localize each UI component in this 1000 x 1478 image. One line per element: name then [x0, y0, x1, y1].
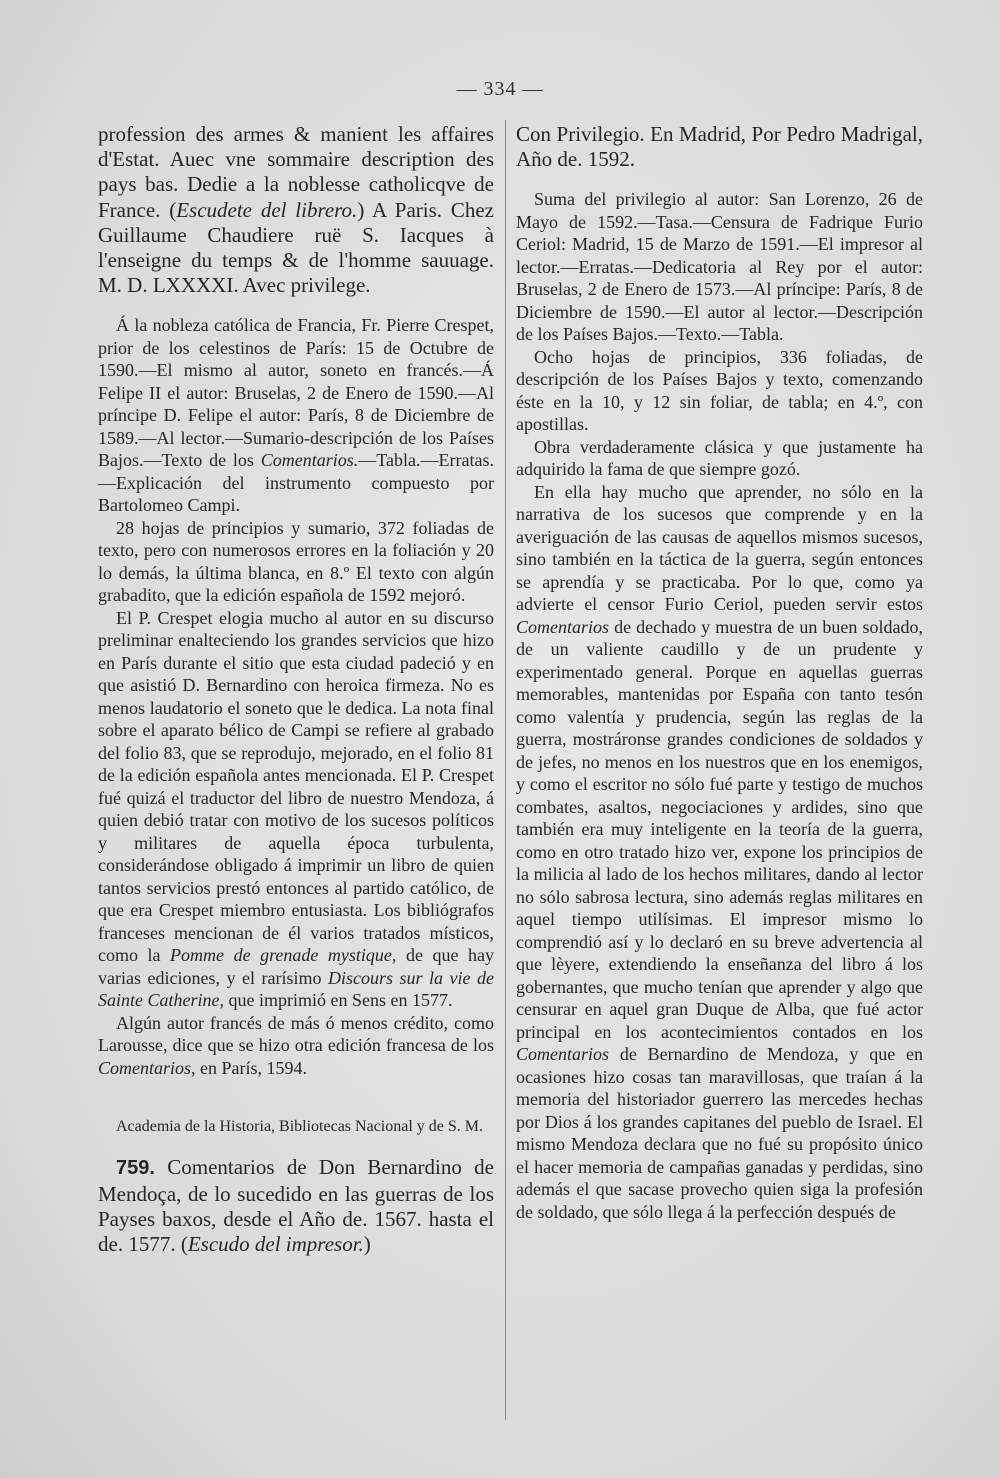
left-paragraph-commentary [98, 607, 494, 1012]
right-p4-text-a: En ella hay mucho que aprender, no sólo en la narrativa de los sucesos que comprende y en la averiguación de las causas de aquellos mismos sucesos, sino también en la táctica de la guerra, según entonces se aprendía y se practicaba. Por lo que, como ya advierte el censor Furio Ceriol, pueden servir estos [516, 481, 923, 615]
entry-title-italic: Escudo del impresor. [187, 1232, 364, 1257]
spacer [98, 1079, 494, 1117]
right-paragraph-description: Ocho hojas de principios, 336 foliadas, de descripción de los Países Bajos y texto, comenzando éste en la 10, y 12 sin foliar, de tabla; en 4.º, con apostillas. [516, 346, 923, 435]
right-p4-italic-1: Comentarios [516, 616, 610, 637]
right-p4-italic-2: Comentarios [516, 1044, 610, 1065]
spacer [98, 1137, 494, 1155]
left-title-continuation [98, 122, 494, 298]
library-sources: Academia de la Historia, Bibliotecas Nacional y de S. M. [116, 1118, 484, 1136]
left-p1-text: Á la nobleza católica de Francia, Fr. Pierre Crespet, prior de los celestinos de París: 15 de Octubre de 1590.—El mismo al autor, soneto en francés.—Á Felipe II el autor: Bruselas, 2 de Enero de 1590.—Al príncipe D. Felipe el autor: París, 8 de Diciembre de 1589.—Al lector.—Sumario-descripción de los Países Bajos.—Texto de los [98, 315, 494, 471]
left-p3-text-c: que imprimió en Sens en 1577. [223, 990, 453, 1011]
left-p3-italic-1: Pomme de grenade mystique, [170, 945, 397, 966]
left-p1-italic: Comentarios. [260, 450, 359, 471]
right-paragraph-commentary [516, 481, 923, 1224]
left-paragraph-contents [98, 314, 494, 517]
left-p1-text-end: —Tabla.—Erratas.—Explicación del instrumento compuesto por Bartolomeo Campi. [98, 450, 494, 516]
spacer [516, 172, 923, 188]
entry-title-text-end: ) [363, 1232, 371, 1257]
column-divider [505, 120, 506, 1420]
left-p4-italic: Comentarios, [98, 1057, 196, 1078]
left-p4-text: Algún autor francés de más ó menos crédito, como Larousse, dice que se hizo otra edición francesa de los [98, 1012, 494, 1056]
left-paragraph-description: 28 hojas de principios y sumario, 372 foliadas de texto, pero con numerosos errores en la foliación y 20 lo demás, la última blanca, en 8.º El texto con algún grabadito, que la edición española de 1592 mejoró. [98, 517, 494, 606]
left-p3-text-a: El P. Crespet elogia mucho al autor en su discurso preliminar enalteciendo los grandes servicios que hizo en París durante el sitio que esta ciudad padeció y en que asistió D. Bernardino con heroica firmeza. No es menos laudatorio el soneto que le dedica. La nota final sobre el aparato bélico de Campi se refiere al grabado del folio 83, que se reprodujo, mejorado, en el folio 81 de la edición española antes mencionada. El P. Crespet fué quizá el traductor del libro de nuestro Mendoza, á quien debió tratar con motivo de los sucesos políticos y militares de aquella época turbulenta, considerándose obligado á imprimir un libro de quien tantos servicios prestó entonces al partido católico, de que era Crespet miembro entusiasta. Los bibliógrafos franceses mencionan de él varios tratados místicos, como la [98, 607, 494, 966]
left-p4-text-end: en París, 1594. [195, 1057, 308, 1078]
entry-number: 759. [116, 1157, 155, 1180]
left-title-text: profession des armes & manient les affaires d'Estat. Auec vne sommaire description des pays bas. Dedie a la noblesse catholicqve de France. ( [98, 122, 494, 222]
left-title-text-end: ) A Paris. Chez Guillaume Chaudiere ruë S. Iacques à l'enseigne du temps & de l'homme sauuage. M. D. LXXXXI. Avec privilege. [98, 197, 494, 298]
right-p4-text-c: de Bernardino de Mendoza, y que en ocasiones hizo cosas tan maravillosas, que traían á la memoria del historiador guerrero las mercedes hechas por Dios á los grandes capitanes del pueblo de Israel. El mismo Mendoza declara que no fué su propósito único el hacer memoria de campañas ganadas y perdidas, sino además el que sacase provecho quien siga la profesión de soldado, que sólo llega á la perfección después de [516, 1044, 923, 1222]
right-p4-text-b: de dechado y muestra de un buen soldado, de un valiente caudillo y de un prudente y experimentado general. Porque en aquellas guerras memorables, mantenidas por España con tanto tesón como valentía y prudencia, según las reglas de la guerra, mostráronse grandes condiciones de soldados y de jefes, no menos en los nuestros que en los enemigos, y como el escritor no sólo fué parte y testigo de muchos combates, asaltos, negociaciones y ardides, sino que también era muy inteligente en la teoría de la guerra, como en otro tratado hizo ver, expone los principios de la milicia al lado de los hechos militares, dando al lector no sólo sabrosa lectura, sino además reglas militares en aquel tiempo utilísimas. El impresor mismo lo comprendió así y lo declaró en su breve advertencia al que lèyere, extendiendo la enseñanza del libro á los gobernantes, que mucho tenían que aprender y algo que censurar en aquel gran Duque de Alba, que fué actor principal en los acontecimientos contados en los [516, 616, 923, 1042]
page-number: — 334 — [456, 78, 544, 100]
entry-759-title [98, 1155, 494, 1257]
left-column [98, 122, 494, 1257]
spacer [98, 298, 494, 314]
left-title-italic: Escudete del librero. [176, 197, 358, 222]
right-paragraph-contents: Suma del privilegio al autor: San Lorenzo, 26 de Mayo de 1592.—Tasa.—Censura de Fadrique Furio Ceriol: Madrid, 15 de Marzo de 1591.—El impresor al lector.—Erratas.—Dedicatoria al Rey por el autor: Bruselas, 2 de Enero de 1573.—Al príncipe: París, 8 de Diciembre de 1590.—El autor al lector.—Descripción de los Países Bajos.—Texto.—Tabla. [516, 189, 923, 345]
entry-title-text: Comentarios de Don Bernardino de Mendoça, de lo sucedido en las guerras de los Payses baxos, desde el Año de. 1567. hasta el de. 1577. ( [98, 1155, 494, 1257]
left-p3-italic-2: Discours sur la vie de Sainte Catherine, [98, 967, 495, 1011]
right-paragraph-assessment: Obra verdaderamente clásica y que justamente ha adquirido la fama de que siempre gozó. [516, 436, 923, 480]
left-paragraph-other-edition [98, 1012, 494, 1080]
right-column [516, 122, 923, 1223]
left-p3-text-b: de que hay varias ediciones, y el rarísimo [98, 945, 494, 988]
right-title-continuation: Con Privilegio. En Madrid, Por Pedro Madrigal, Año de. 1592. [516, 122, 923, 172]
